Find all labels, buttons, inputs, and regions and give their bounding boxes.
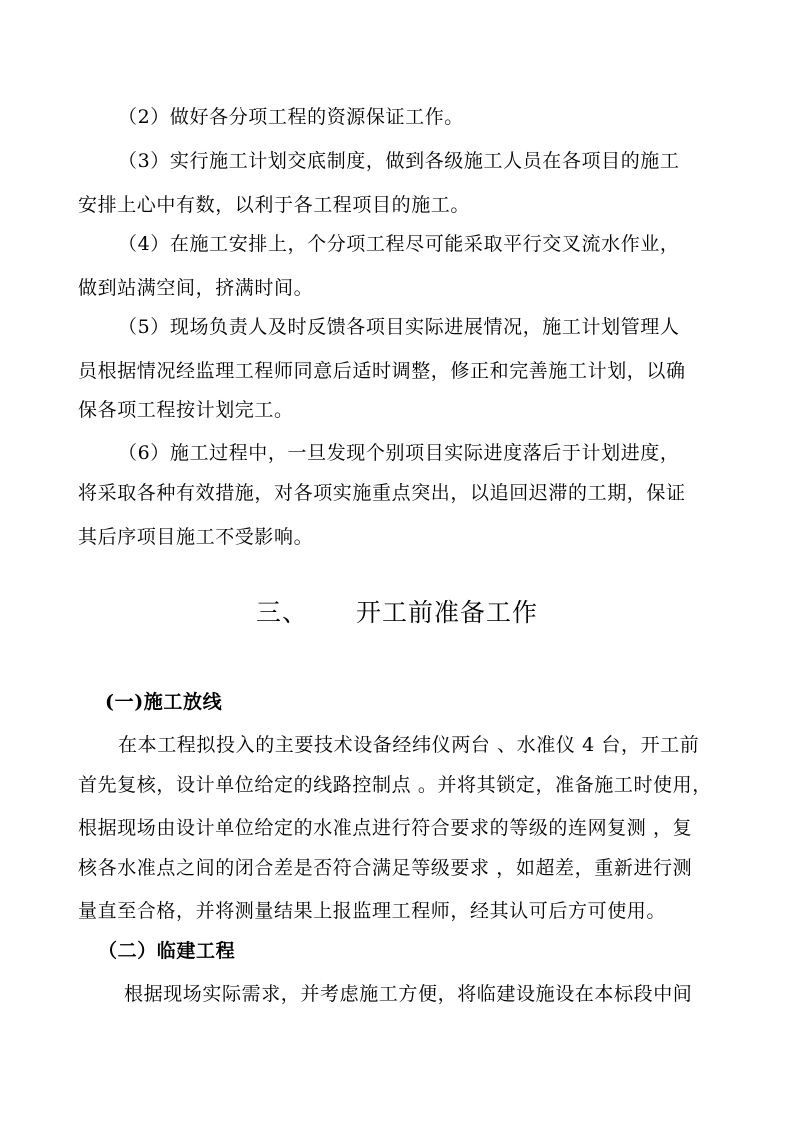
item-6-line-3: 其后序项目施工不受影响。 bbox=[78, 526, 314, 548]
item-3-line-2: 安排上心中有数，以利于各工程项目的施工。 bbox=[78, 194, 471, 216]
item-4-line-1: （4）在施工安排上，个分项工程尽可能采取平行交叉流水作业， bbox=[118, 233, 680, 255]
subsection-1-line-2: 首先复核，设计单位给定的线路控制点 。并将其锁定，准备施工时使用， bbox=[78, 774, 712, 796]
section-3-number: 三、 bbox=[255, 598, 308, 627]
item-5-line-3: 保各项工程按计划完工。 bbox=[78, 399, 294, 421]
subsection-1-heading: (一)施工放线 bbox=[105, 691, 223, 713]
item-3-line-1: （3）实行施工计划交底制度，做到各级施工人员在各项目的施工 bbox=[118, 150, 680, 172]
item-5-line-1: （5）现场负责人及时反馈各项目实际进展情况，施工计划管理人 bbox=[118, 316, 680, 338]
subsection-1-line-4: 核各水准点之间的闭合差是否符合满足等级要求 ，如超差，重新进行测 bbox=[78, 857, 693, 879]
subsection-1-line-1: 在本工程拟投入的主要技术设备经纬仪两台 、水准仪 4 台，开工前 bbox=[118, 734, 700, 756]
subsection-1-line-3: 根据现场由设计单位给定的水准点进行符合要求的等级的连网复测 ，复 bbox=[78, 817, 693, 839]
item-5-line-2: 员根据情况经监理工程师同意后适时调整，修正和完善施工计划，以确 bbox=[78, 360, 686, 382]
section-3-title: 开工前准备工作 bbox=[356, 598, 539, 627]
subsection-1-line-5: 量直至合格，并将测量结果上报监理工程师，经其认可后方可使用。 bbox=[78, 900, 667, 922]
subsection-2-line-1: 根据现场实际需求，并考虑施工方便，将临建设施设在本标段中间 bbox=[124, 983, 693, 1005]
item-4-line-2: 做到站满空间，挤满时间。 bbox=[78, 277, 314, 299]
item-6-line-2: 将采取各种有效措施，对各项实施重点突出，以追回迟滞的工期，保证 bbox=[78, 482, 686, 504]
section-3-heading bbox=[0, 596, 794, 630]
item-2-line-1: （2）做好各分项工程的资源保证工作。 bbox=[118, 106, 464, 128]
subsection-2-heading: （二）临建工程 bbox=[98, 940, 236, 962]
item-6-line-1: （6）施工过程中，一旦发现个别项目实际进度落后于计划进度， bbox=[118, 442, 680, 464]
